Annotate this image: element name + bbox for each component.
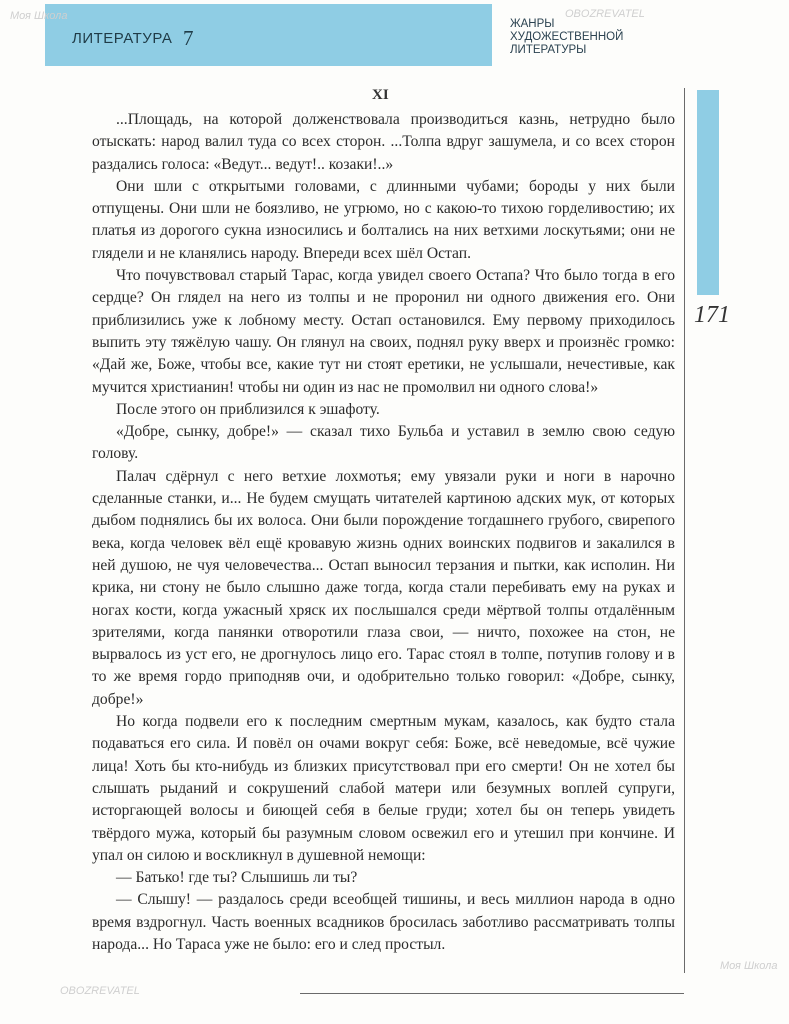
watermark-obozrevatel: OBOZREVATEL xyxy=(60,985,140,997)
subject-title: ЛИТЕРАТУРА xyxy=(72,30,173,47)
grade-number: 7 xyxy=(183,26,194,50)
side-rule xyxy=(684,88,685,973)
bottom-rule xyxy=(300,993,684,994)
watermark-obozrevatel: OBOZREVATEL xyxy=(565,8,645,20)
paragraph: Они шли с открытыми головами, с длинными чубами; бороды у них были отпущены. Они шли не боязливо, не угрюмо, но с какою-то тихою горделивостию; их платья из дорогого сукна износились и болтались на них ветхими лоскутьями; они не глядели и не кланялись народу. Впереди всех шёл Остап. xyxy=(92,177,675,262)
paragraph: Но когда подвели его к последним смертным мукам, казалось, как будто стала подаваться его сила. И повёл он очами вокруг себя: Боже, всё неведомые, всё чужие лица! Хоть бы кто-нибудь из близких присутствовал при его смерти! Он не хотел бы слышать рыданий и сокрушений слабой матери или безумных воплей супруги, исторгающей волосы и биющей себя в белые груди; хотел бы он теперь увидеть твёрдого мужа, который бы разумным словом освежил его и утешил при кончине. И упал он силою и воскликнул в душевной немощи: xyxy=(92,713,675,864)
side-color-bar xyxy=(697,90,719,295)
watermark-school: Моя Школа xyxy=(720,960,778,972)
paragraph: После этого он приблизился к эшафоту. xyxy=(116,400,380,418)
paragraph: Палач сдёрнул с него ветхие лохмотья; ему увязали руки и ноги в нарочно сделанные станки, и... Не будем смущать читателей картиною адских мук, от которых дыбом поднялись бы их волоса. Они были порождение тогдашнего грубого, свирепого века, когда человек вёл ещё кровавую жизнь одних воинских подвигов и закалился в ней душою, не чуя человечества... Остап выносил терзания и пытки, как исполин. Ни крика, ни стону не было слышно даже тогда, когда стали перебивать ему на руках и ногах кости, когда ужасный хряск их послышался среди мёртвой толпы отдалённым зрителями, когда панянки отворотили глаза свои, — ничто, похожее на стон, не вырвалось из уст его, не дрогнулось лицо его. Тарас стоял в толпе, потупив голову и в то же время гордо приподняв очи, и одобрительно только говорил: «Добре, сынку, добре!» xyxy=(92,467,675,708)
paragraph: Что почувствовал старый Тарас, когда увидел своего Остапа? Что было тогда в его сердце? Он глядел на него из толпы и не проронил ни одного движения его. Они приблизились уже к лобному месту. Остап остановился. Ему первому приходилось выпить эту тяжёлую чашу. Он глянул на своих, поднял руку вверх и произнёс громко: «Дай же, Боже, чтобы все, какие тут ни стоят еретики, не услышали, нечестивые, как мучится христианин! чтобы ни один из нас не промолвил ни одного слова!» xyxy=(92,267,675,396)
paragraph: ...Площадь, на которой долженствовала производиться казнь, нетрудно было отыскать: народ валил туда со всех сторон. ...Толпа вдруг зашумела, и со всех сторон раздались голоса: «Ведут... ведут!.. козаки!..» xyxy=(92,111,675,173)
section-label: ЖАНРЫ ХУДОЖЕСТВЕННОЙ ЛИТЕРАТУРЫ xyxy=(510,18,624,56)
page-number: 171 xyxy=(694,302,730,328)
paragraph: — Батько! где ты? Слышишь ли ты? xyxy=(116,869,358,887)
watermark-school: Моя Школа xyxy=(10,10,68,22)
chapter-number: XI xyxy=(372,87,389,103)
paragraph: «Добре, сынку, добре!» — сказал тихо Бульба и уставил в землю свою седую голову. xyxy=(92,423,675,463)
paragraph: — Слышу! — раздалось среди всеобщей тишины, и весь миллион народа в одно время вздрогнул. Часть военных всадников бросилась заботливо рассматривать толпы народа... Но Тараса уже не было: его и след простыл. xyxy=(92,891,675,953)
text-body xyxy=(92,109,675,956)
